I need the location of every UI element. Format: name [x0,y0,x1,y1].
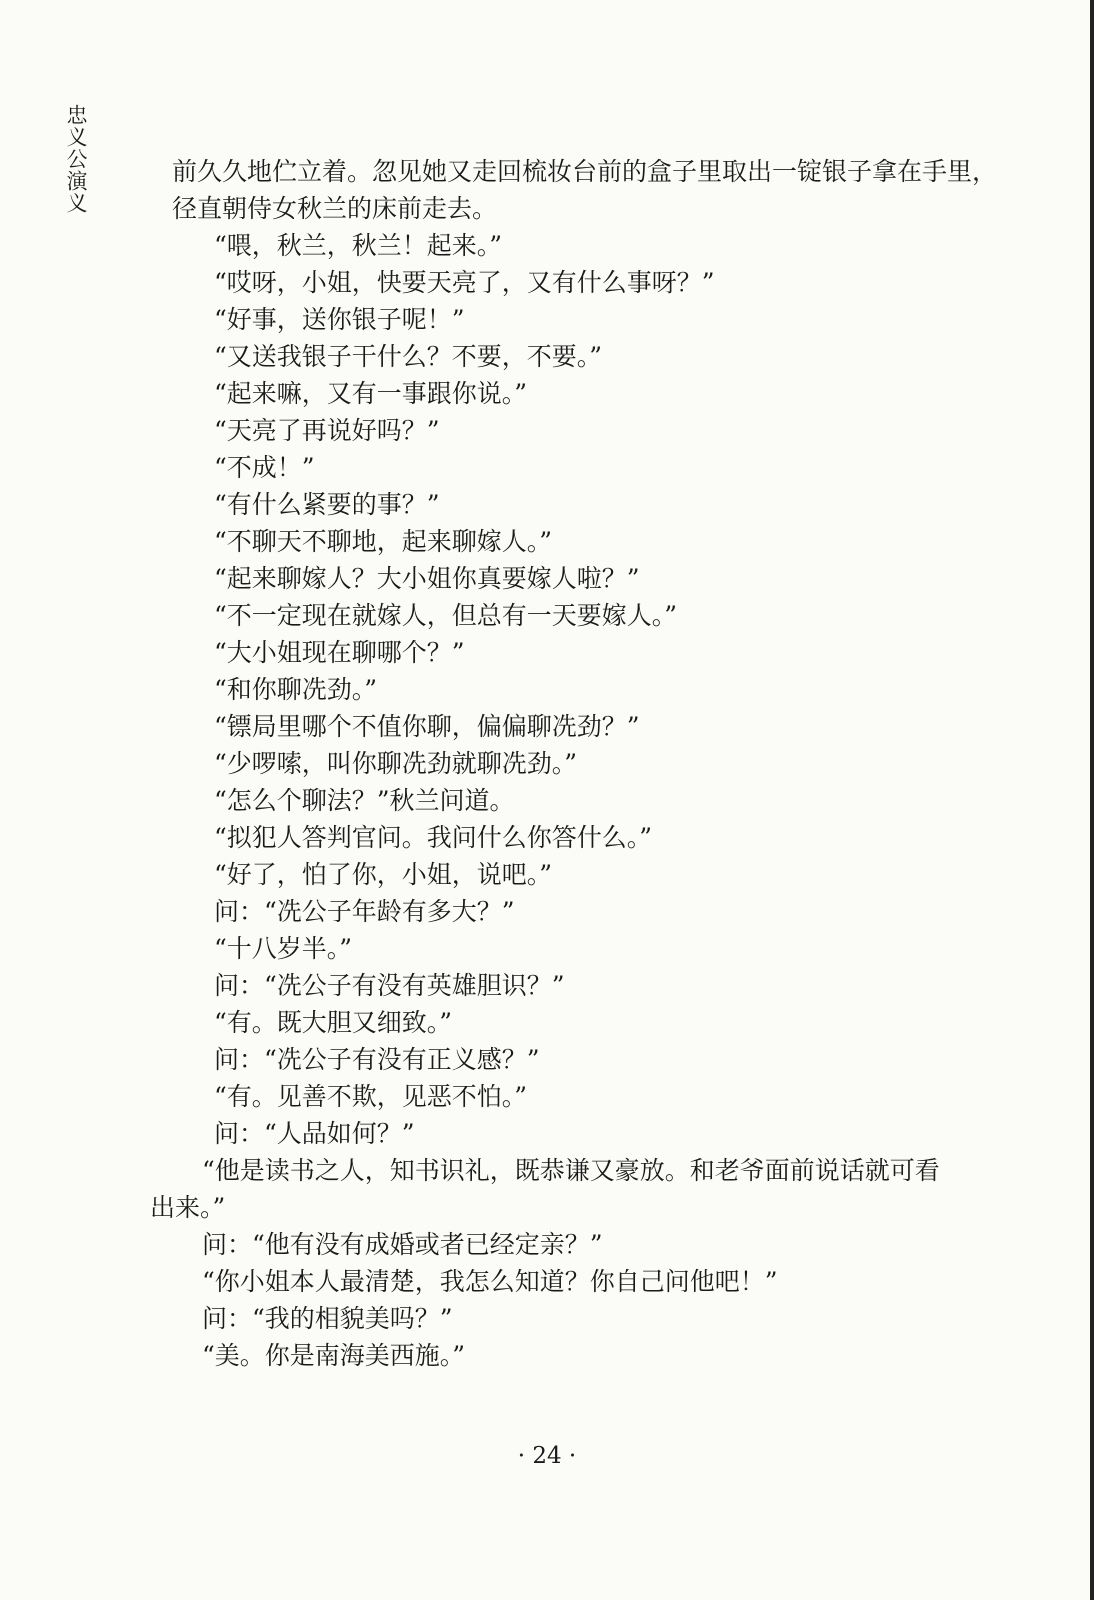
text-line: “有。见善不欺，见恶不怕。” [214,1082,528,1111]
text-line: 前久久地伫立着。忽见她又走回梳妆台前的盒子里取出一锭银子拿在手里， [172,157,998,186]
text-line: “拟犯人答判官问。我问什么你答什么。” [214,823,653,852]
page-number: · 24 · [517,1443,577,1469]
text-line: “十八岁半。” [214,934,353,963]
text-line: “又送我银子干什么？不要，不要。” [214,342,603,371]
text-line: “起来聊嫁人？大小姐你真要嫁人啦？” [214,564,640,593]
text-line: “不一定现在就嫁人，但总有一天要嫁人。” [214,601,678,630]
text-line: “少啰嗦，叫你聊冼劲就聊冼劲。” [214,749,578,778]
scan-edge [1090,0,1094,1600]
text-line: “大小姐现在聊哪个？” [214,638,465,667]
text-line: “和你聊冼劲。” [214,675,378,704]
text-line: “你小姐本人最清楚，我怎么知道？你自己问他吧！” [202,1267,778,1296]
text-line: 问：“我的相貌美吗？” [202,1304,453,1333]
text-line: 出来。” [150,1193,226,1222]
text-line: “天亮了再说好吗？” [214,416,440,445]
text-line: “美。你是南海美西施。” [202,1341,466,1370]
text-line: 问：“人品如何？” [214,1119,415,1148]
text-line: 问：“冼公子有没有正义感？” [214,1045,540,1074]
text-line: “不成！” [214,453,315,482]
text-line: “不聊天不聊地，起来聊嫁人。” [214,527,553,556]
text-line: “他是读书之人，知书识礼，既恭谦又豪放。和老爷面前说话就可看 [202,1156,940,1185]
text-line: “好事，送你银子呢！” [214,305,465,334]
text-line: “有什么紧要的事？” [214,490,440,519]
text-line: “好了，怕了你，小姐，说吧。” [214,860,553,889]
text-line: “起来嘛，又有一事跟你说。” [214,379,528,408]
text-line: 问：“冼公子年龄有多大？” [214,897,515,926]
text-line: “怎么个聊法？”秋兰问道。 [214,786,515,815]
text-line: “喂，秋兰，秋兰！起来。” [214,231,503,260]
text-line: 问：“他有没有成婚或者已经定亲？” [202,1230,603,1259]
text-line: “哎呀，小姐，快要天亮了，又有什么事呀？” [214,268,715,297]
text-line: 径直朝侍女秋兰的床前走去。 [172,194,498,223]
running-head: 忠义公演义 [64,104,88,214]
text-line: “有。既大胆又细致。” [214,1008,453,1037]
text-line: 问：“冼公子有没有英雄胆识？” [214,971,565,1000]
text-line: “镖局里哪个不值你聊，偏偏聊冼劲？” [214,712,640,741]
body-text [150,153,998,1374]
